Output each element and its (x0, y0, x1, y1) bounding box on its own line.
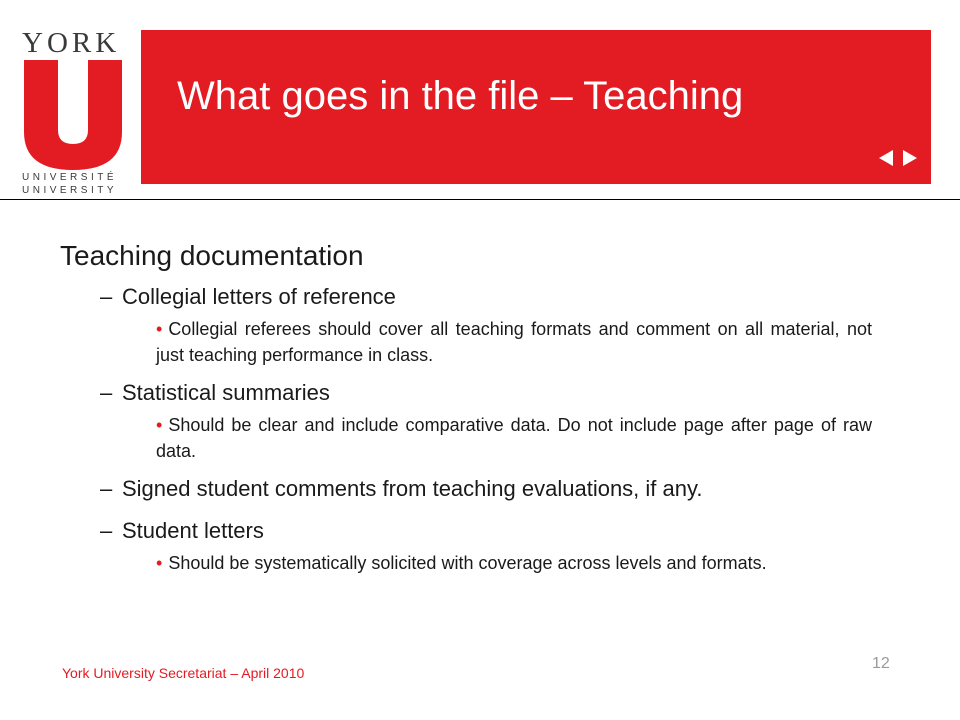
sub-item (156, 412, 872, 464)
logo-university: UNIVERSITY (22, 185, 118, 196)
slide-body (60, 238, 900, 586)
bullet-marker: • (156, 415, 163, 435)
header-band (141, 30, 931, 184)
list-item (100, 474, 900, 504)
sub-item-text: Collegial referees should cover all teaching formats and comment on all material, not just teaching performance in class. (156, 319, 872, 365)
dash-marker: – (100, 284, 113, 309)
item-label: Student letters (122, 518, 264, 543)
york-university-logo (22, 27, 124, 196)
logo-u-icon (24, 60, 122, 170)
sub-item (156, 550, 872, 576)
footer-text: York University Secretariat – April 2010 (62, 665, 305, 681)
dash-marker: – (100, 476, 113, 501)
item-label: Signed student comments from teaching evaluations, if any. (122, 476, 703, 501)
item-label: Statistical summaries (122, 380, 330, 405)
list-item (100, 282, 900, 312)
header-divider (0, 199, 960, 200)
bullet-marker: • (156, 319, 163, 339)
next-slide-icon[interactable] (903, 150, 917, 166)
bullet-marker: • (156, 553, 163, 573)
sub-item-text: Should be clear and include comparative data. Do not include page after page of raw data. (156, 415, 872, 461)
page-number: 12 (872, 655, 890, 672)
prev-slide-icon[interactable] (879, 150, 893, 166)
logo-wordmark: YORK (22, 27, 121, 59)
list-item (100, 378, 900, 408)
section-heading: Teaching documentation (60, 240, 364, 271)
sub-item (156, 316, 872, 368)
dash-marker: – (100, 518, 113, 543)
dash-marker: – (100, 380, 113, 405)
slide-nav (879, 150, 917, 166)
sub-item-text: Should be systematically solicited with coverage across levels and formats. (168, 553, 767, 573)
item-label: Collegial letters of reference (122, 284, 396, 309)
slide-title: What goes in the file – Teaching (177, 74, 744, 118)
logo-universite: UNIVERSITÉ (22, 172, 118, 183)
list-item (100, 516, 900, 546)
